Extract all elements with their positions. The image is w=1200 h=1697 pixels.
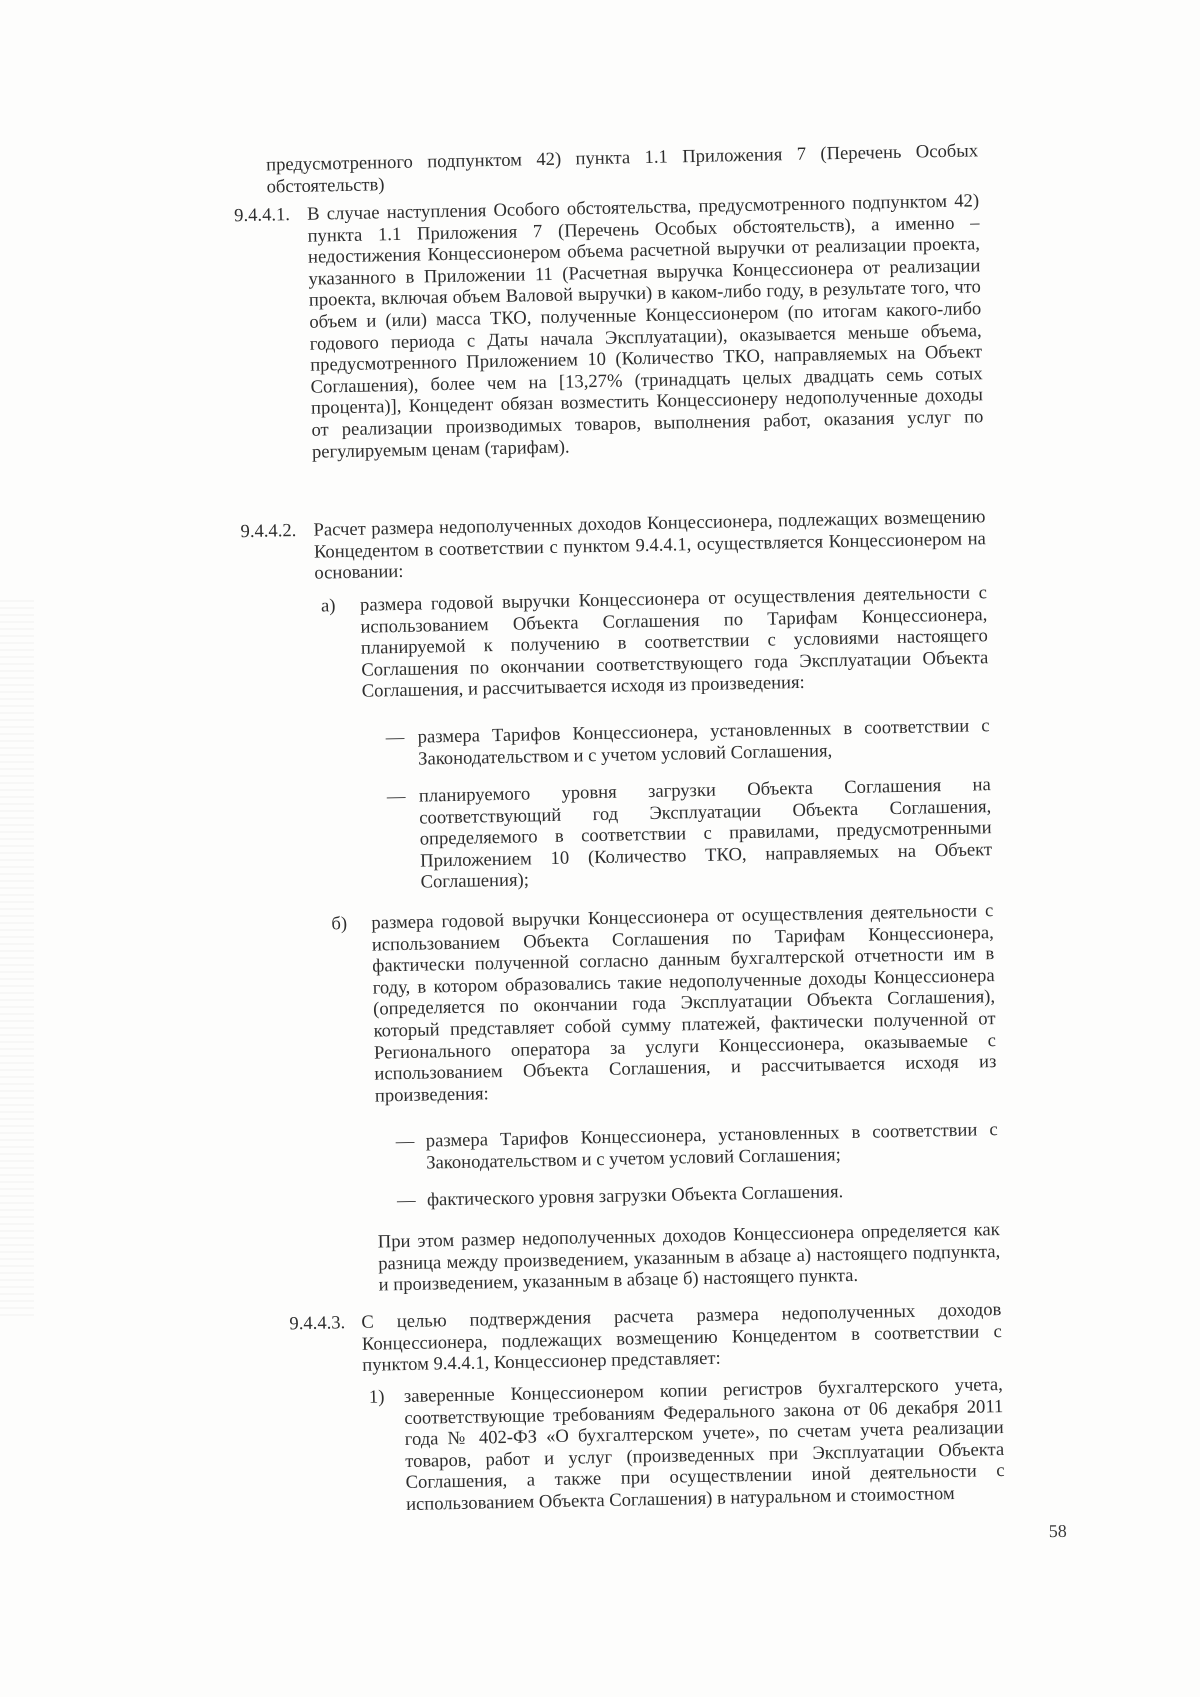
item-b-marker: б) (331, 913, 348, 935)
item-a-text: размера годовой выручки Концессионера от осуществления деятельности с использованием Объекта Соглашения по Тарифам Концессионера, планируемой к получению в соответствии с условиями настоящего Соглашения по окончании соответствующего года Эксплуатации Объекта Соглашения, и рассчитывается исходя из произведения: (359, 582, 989, 703)
intro-paragraph (266, 140, 979, 197)
item-b-dash-1-glyph: — (395, 1130, 415, 1153)
item-b-text: размера годовой выручки Концессионера от осуществления деятельности с использованием Объекта Соглашения по Тарифам Концессионера, фактически полученной согласно данным бухгалтерской отчетности им в году, в котором образовались такие недополученные доходы Концессионера (определяется по окончании года Эксплуатации Объекта Соглашения), который представляет собой сумму платежей, фактически полученной от Регионального оператора за услуги Концессионера, оказываемые с использованием Объекта Соглашения, и рассчитывается исходя из произведения: (371, 900, 997, 1107)
item-a-dash-1-text: размера Тарифов Концессионера, установленных в соответствии с Законодательством и с учетом условий Соглашения, (417, 715, 990, 770)
item-b-dash-1-text: размера Тарифов Концессионера, установленных в соответствии с Законодательством и с учетом условий Соглашения; (425, 1119, 998, 1174)
item-b-dash-2-text: фактического уровня загрузки Объекта Соглашения. (426, 1181, 844, 1211)
item-a-dash-2-text: планируемого уровня загрузки Объекта Соглашения на соответствующий год Эксплуатации Объекта Соглашения, определяемого в соответствии с правилами, предусмотренными Приложением 10 (Количество ТКО, направляемых на Объект Соглашения); (418, 774, 993, 893)
clause-9441-text: В случае наступления Особого обстоятельства, предусмотренного подпунктом 42) пункта 1.1 Приложения 7 (Перечень Особых обстоятельств), а именно – недостижения Концессионером объема расчетной выручки от реализации проекта, указанного в Приложении 11 (Расчетная выручка Концессионера от реализации проекта, включая объем Валовой выручки) в каком-либо году, в результате того, что объем и (или) масса ТКО, полученные Концессионером (по итогам какого-либо годового периода с Даты начала Эксплуатации), оказывается меньше объема, предусмотренного Приложением 10 (Количество ТКО, направляемых на Объект Соглашения), более чем на [13,27% (тринадцать целых двадцать семь сотых процента)], Концедент обязан возместить Концессионеру недополученные доходы от реализации производимых товаров, выполнения работ, оказания услуг по регулируемым ценам (тарифам). (306, 190, 984, 463)
page-number: 58 (1048, 1520, 1067, 1542)
intro-text: предусмотренного подпунктом 42) пункта 1.1 Приложения 7 (Перечень Особых обстоятельств) (265, 140, 979, 198)
clause-number-9443: 9.4.4.3. (289, 1312, 346, 1335)
clause-9442-text: Расчет размера недополученных доходов Концессионера, подлежащих возмещению Концедентом в соответствии с пунктом 9.4.4.1, осуществляется Концессионером на основании: (313, 506, 987, 584)
clause-number-9442: 9.4.4.2. (240, 520, 297, 543)
item-a-marker: а) (320, 595, 336, 617)
clause-9443-text: С целью подтверждения расчета размера недополученных доходов Концессионера, подлежащих возмещению Концедентом в соответствии с пунктом 9.4.4.1, Концессионер представляет: (361, 1299, 1002, 1377)
clause-number-9441: 9.4.4.1. (233, 204, 291, 227)
item-b-dash-2-glyph: — (396, 1189, 416, 1212)
clause-9442-closing: При этом размер недополученных доходов Концессионера определяется как разница между произведением, указанным в абзаце а) настоящего подпункта, и произведением, указанным в абзаце б) настоящего пункта. (377, 1219, 1001, 1296)
item-a-dash-1-glyph: — (385, 726, 405, 749)
item-1-marker: 1) (368, 1386, 385, 1408)
item-a-dash-2-glyph: — (386, 785, 406, 808)
item-1-text: заверенные Концессионером копии регистров бухгалтерского учета, соответствующие требованиям Федерального закона от 06 декабря 2011 года № 402-ФЗ «О бухгалтерском учете», по счетам учета реализации товаров, работ и услуг (произведенных при Эксплуатации Объекта Соглашения, а также при осуществлении иной деятельности с использованием Объекта Соглашения) в натуральном и стоимостном (403, 1374, 1005, 1515)
